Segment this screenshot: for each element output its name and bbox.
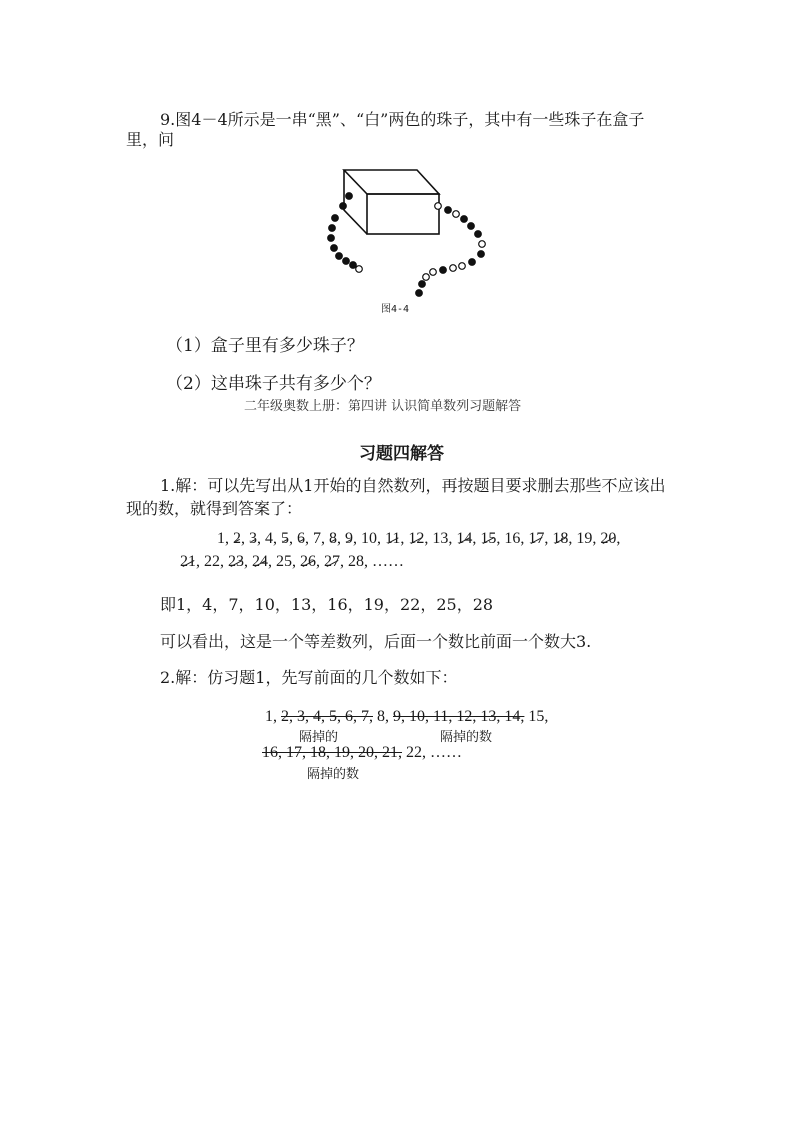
kept-number: 8, [377,708,389,725]
black-bead [340,203,347,210]
white-bead [423,274,430,281]
kept-number: 1 [217,530,225,547]
answer-2-row-2 [262,744,462,762]
crossed-number: 14 [456,530,473,547]
bead-box-illustration [322,162,492,322]
crossed-number: 15 [480,530,497,547]
black-bead [343,258,350,265]
subquestion-1: （1）盒子里有多少珠子？ [166,336,364,356]
black-bead [350,262,357,269]
subquestion-2: （2）这串珠子共有多少个？ [166,374,381,394]
crossed-number: 5 [281,530,289,547]
white-bead [435,203,442,210]
black-bead [336,253,343,260]
crossed-out-numbers: 9, 10, 11, 12, 13, 14, [393,708,525,725]
kept-number: 22 [204,553,220,570]
black-bead [329,225,336,232]
crossed-label-b: 隔掉的数 [440,730,493,745]
answer-1-conclusion: 可以看出，这是一个等差数列，后面一个数比前面一个数大3. [160,632,592,651]
answer-2-row-1 [265,708,548,726]
kept-number: 28 [348,553,364,570]
black-bead [475,231,482,238]
kept-number: 16 [504,530,521,547]
crossed-number: 24 [252,553,268,570]
white-bead [430,269,437,276]
black-bead [331,245,338,252]
kept-number: 4 [265,530,273,547]
white-bead [459,263,466,270]
crossed-number: 9 [345,530,353,547]
crossed-number: 18 [552,530,569,547]
black-bead [445,207,452,214]
black-bead [416,290,423,297]
crossed-label-c: 隔掉的数 [307,767,360,782]
black-bead [419,281,426,288]
crossed-number: 8 [329,530,337,547]
question-9-line2: 里，问 [126,130,175,149]
crossed-number: 11 [385,530,401,547]
answer-1-line1: 1.解：可以先写出从1开始的自然数列，再按题目要求删去那些不应该出 [160,476,666,495]
kept-number: 1, [265,708,277,725]
sequence-row-2: 21, 22, 23, 24, 25, 26, 27, 28, …… [180,553,404,570]
black-bead [346,193,353,200]
crossed-number: 12 [408,530,425,547]
black-bead [440,267,447,274]
black-bead [461,216,468,223]
kept-number: 13 [432,530,449,547]
crossed-number: 6 [297,530,305,547]
figure-caption: 图4-4 [381,304,410,315]
bead-figure [322,162,492,322]
crossed-number: 27 [324,553,340,570]
crossed-out-numbers: 2, 3, 4, 5, 6, 7, [281,708,373,725]
black-bead [328,235,335,242]
crossed-out-numbers: 16, 17, 18, 19, 20, 21, [262,744,402,761]
crossed-number: 23 [228,553,244,570]
sequence-ellipsis: …… [372,553,404,570]
crossed-number: 20 [600,530,617,547]
answer-2-line1: 2.解：仿习题1，先写前面的几个数如下： [160,668,458,687]
black-bead [478,251,485,258]
white-bead [479,241,486,248]
crossed-number: 21 [180,553,196,570]
white-bead [453,211,460,218]
kept-number: 7 [313,530,321,547]
sequence-row-1: 1, 2, 3, 4, 5, 6, 7, 8, 9, 10, 11, 12, 13, 14, 15, 16, 17, 18, 19, 20, [217,530,621,547]
left-bead-string [328,193,363,273]
black-bead [332,215,339,222]
answer-1-line2: 现的数，就得到答案了： [126,499,303,518]
kept-numbers: 22, …… [406,744,462,761]
kept-number: 19 [576,530,593,547]
answers-heading: 习题四解答 [359,444,444,464]
black-bead [468,223,475,230]
kept-number: 15, [528,708,549,725]
white-bead [450,265,457,272]
kept-number: 25 [276,553,292,570]
crossed-number: 17 [528,530,545,547]
white-bead [356,266,363,273]
crossed-number: 2 [233,530,241,547]
kept-number: 10 [361,530,377,547]
crossed-number: 3 [249,530,257,547]
black-bead [469,259,476,266]
right-bead-string [416,203,486,297]
question-9-line1: 9.图4－4所示是一串“黑”、“白”两色的珠子，其中有一些珠子在盒子 [160,110,645,129]
section-footer: 二年级奥数上册：第四讲 认识简单数列习题解答 [244,399,522,414]
crossed-label-a: 隔掉的 [299,730,339,745]
answer-1-result: 即1，4，7，10，13，16，19，22，25，28 [160,595,494,614]
crossed-number: 26 [300,553,316,570]
